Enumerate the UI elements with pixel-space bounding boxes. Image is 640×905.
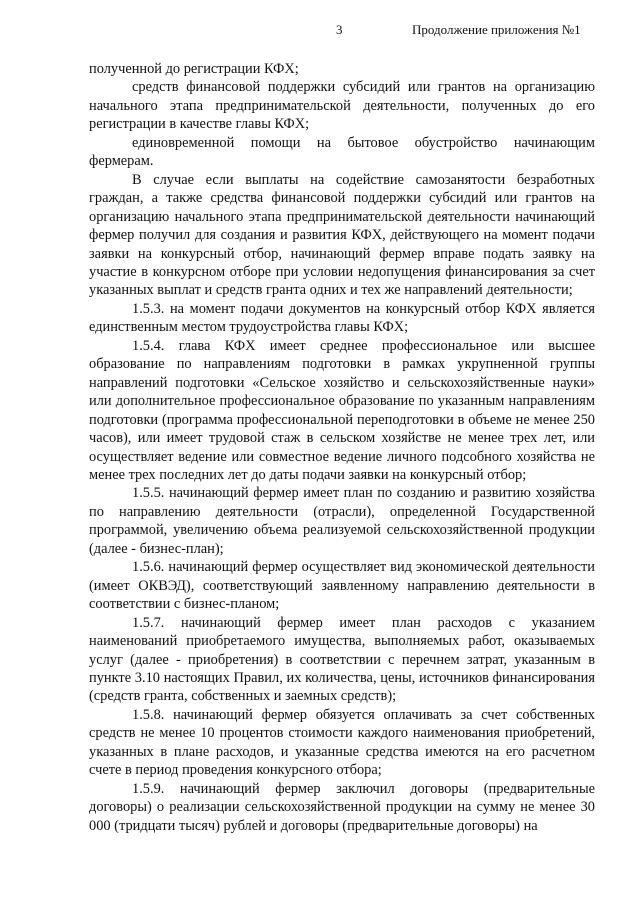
paragraph: 1.5.3. на момент подачи документов на конкурсный отбор КФХ является единственным местом трудоустройства главы КФХ; xyxy=(89,300,595,336)
paragraph: 1.5.8. начинающий фермер обязуется оплачивать за счет собственных средств не менее 10 процентов стоимости каждого наименования приобретений, указанных в плане расходов, и указанные средства имеются на его расчетном счете в период проведения конкурсного отбора; xyxy=(89,706,595,779)
document-body xyxy=(89,60,595,835)
paragraph: полученной до регистрации КФХ; xyxy=(89,61,299,77)
paragraph: 1.5.4. глава КФХ имеет среднее профессиональное или высшее образование по направлениям подготовки в рамках укрупненной группы направлений подготовки «Сельское хозяйство и сельскохозяйственные науки» или дополнительное профессиональное образование по указанным направлениям подготовки (программа профессиональной переподготовки в объеме не менее 250 часов), или имеет трудовой стаж в сельском хозяйстве не менее трех лет, или осуществляет ведение или совместное ведение личного подсобного хозяйства не менее трех последних лет до даты подачи заявки на конкурсный отбор; xyxy=(89,337,595,483)
header-note: Продолжение приложения №1 xyxy=(412,22,581,37)
paragraph: 1.5.7. начинающий фермер имеет план расходов с указанием наименований приобретаемого имущества, выполняемых работ, оказываемых услуг (далее - приобретения) в соответствии с перечнем затрат, указанным в пункте 3.10 настоящих Правил, их количества, цены, источников финансирования (средств гранта, собственных и заемных средств); xyxy=(89,614,595,705)
paragraph: 1.5.9. начинающий фермер заключил договоры (предварительные договоры) о реализации сельскохозяйственной продукции на сумму не менее 30 000 (тридцати тысяч) рублей и договоры (предварительные договоры) на xyxy=(89,780,595,834)
paragraph: 1.5.6. начинающий фермер осуществляет вид экономической деятельности (имеет ОКВЭД), соответствующий заявленному направлению деятельности в соответствии с бизнес-планом; xyxy=(89,559,595,613)
paragraph: В случае если выплаты на содействие самозанятости безработных граждан, а также средства финансовой поддержки субсидий или грантов на организацию начального этапа предпринимательской деятельности начинающий фермер получил для создания и развития КФХ, действующего на момент подачи заявки на конкурсный отбор, начинающий фермер вправе подать заявку на участие в конкурсном отборе при условии недопущения финансирования за счет указанных выплат и средств гранта одних и тех же направлений деятельности; xyxy=(89,171,595,299)
paragraph: 1.5.5. начинающий фермер имеет план по созданию и развитию хозяйства по направлению деятельности (отрасли), определенной Государственной программой, увеличению объема реализуемой сельскохозяйственной продукции (далее - бизнес-план); xyxy=(89,485,595,557)
page-number: 3 xyxy=(336,22,343,37)
paragraph: средств финансовой поддержки субсидий или грантов на организацию начального этапа предпринимательской деятельности, полученных до его регистрации в качестве главы КФХ; xyxy=(89,79,595,133)
paragraph: единовременной помощи на бытовое обустройство начинающим фермерам. xyxy=(89,134,595,170)
